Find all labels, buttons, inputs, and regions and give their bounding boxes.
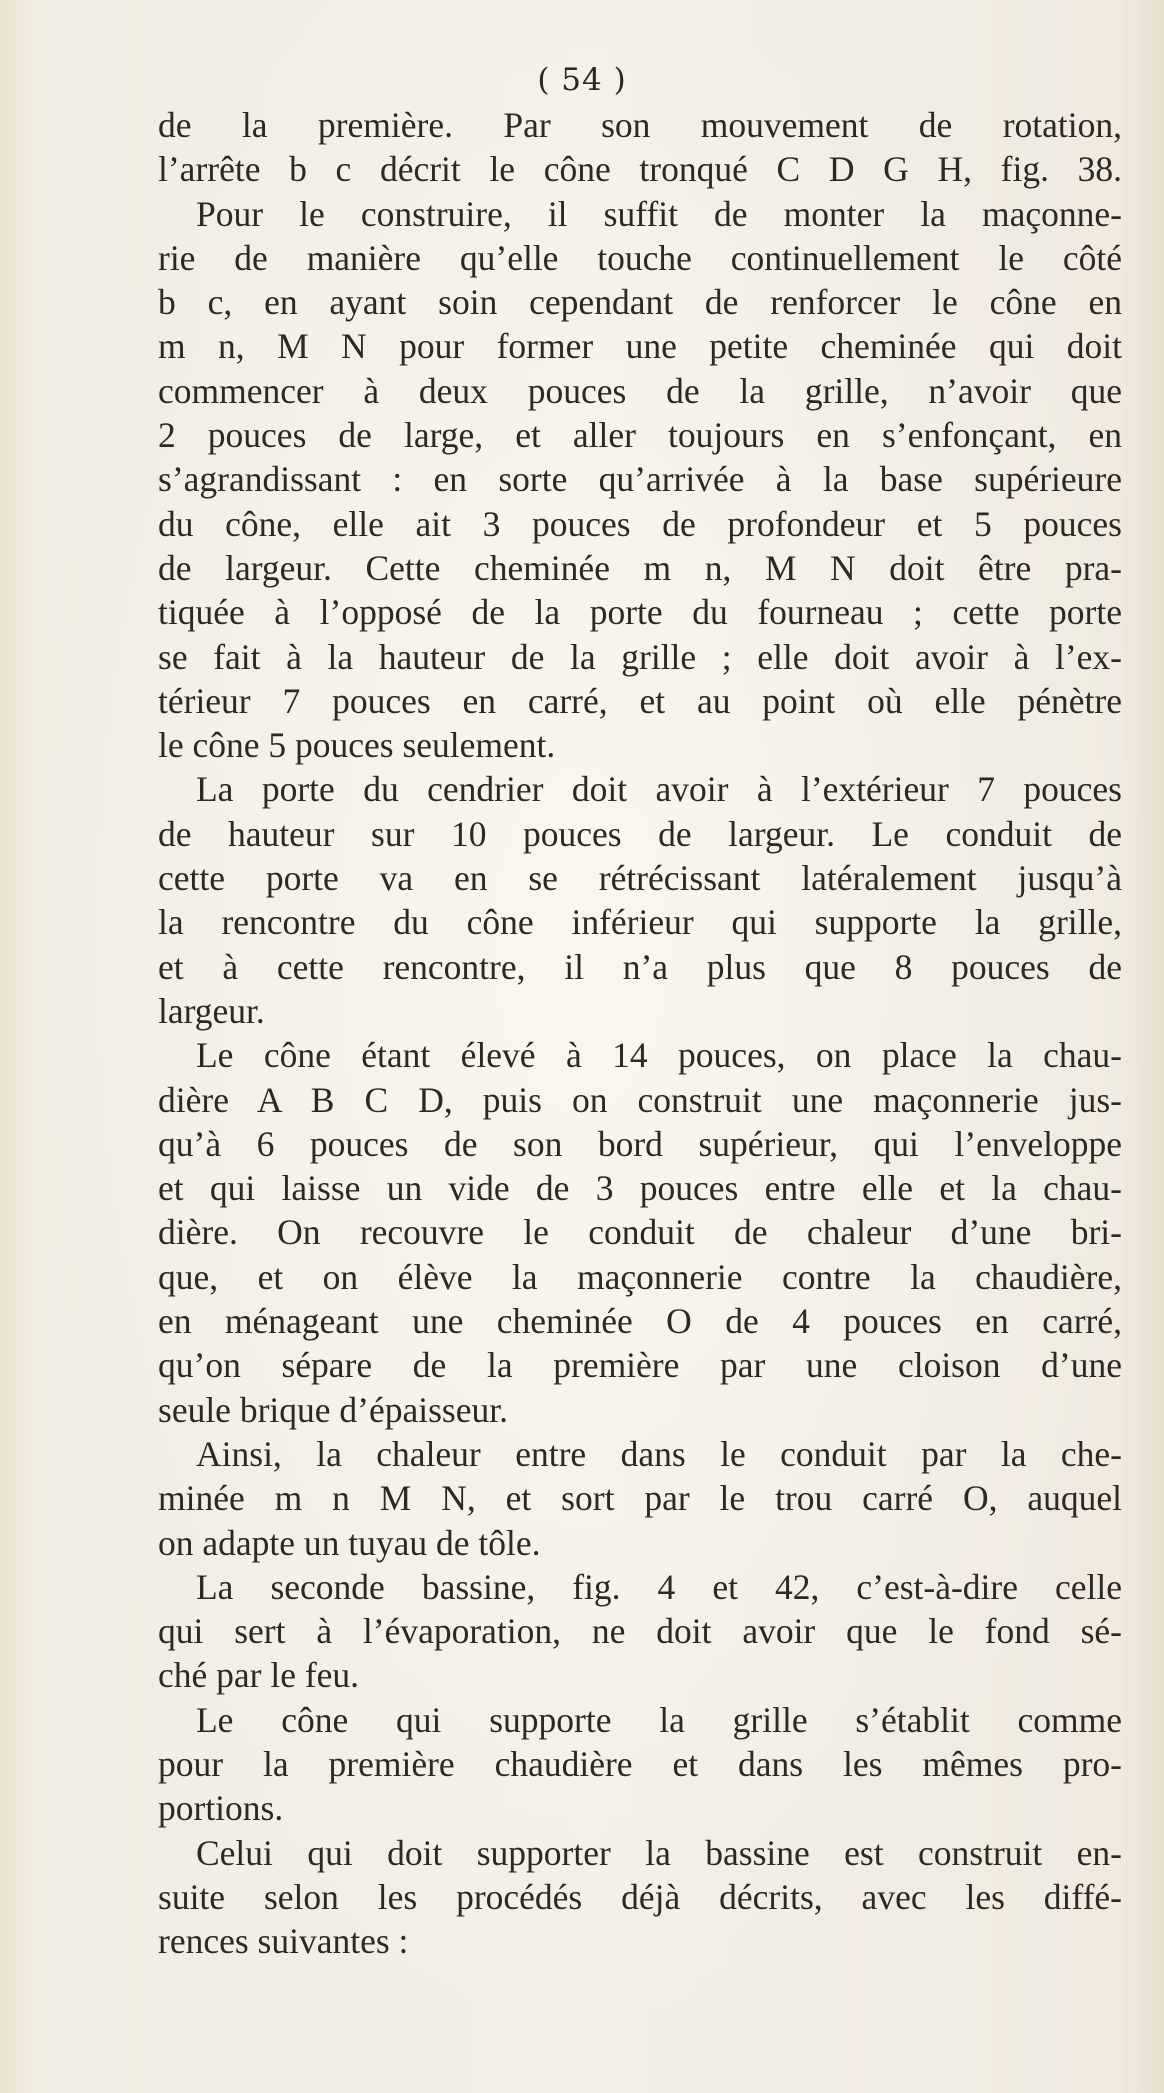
text-line: l’arrête b c décrit le cône tronqué C D G H, fig. 38. [158,149,1122,190]
text-line: La seconde bassine, fig. 4 et 42, c’est-à-dire celle [196,1566,1122,1607]
text-line: largeur. [158,990,265,1031]
text-line: qui sert à l’évaporation, ne doit avoir que le fond sé- [158,1611,1122,1652]
text-line: se fait à la hauteur de la grille ; elle doit avoir à l’ex- [158,636,1122,677]
text-line: et qui laisse un vide de 3 pouces entre elle et la chau- [158,1168,1122,1209]
text-line: 2 pouces de large, et aller toujours en s’enfonçant, en [158,415,1122,456]
text-line: dière A B C D, puis on construit une maçonnerie jus- [158,1079,1122,1120]
text-line: ché par le feu. [158,1655,360,1696]
text-line: de la première. Par son mouvement de rotation, [158,105,1122,145]
body-text [158,103,1122,1963]
text-line: dière. On recouvre le conduit de chaleur d’une bri- [158,1212,1122,1253]
text-line: et à cette rencontre, il n’a plus que 8 pouces de [158,946,1122,987]
text-line: Celui qui doit supporter la bassine est construit en- [196,1832,1122,1873]
text-line: Ainsi, la chaleur entre dans le conduit par la che- [196,1433,1122,1474]
text-line: qu’à 6 pouces de son bord supérieur, qui l’enveloppe [158,1123,1122,1164]
text-line: térieur 7 pouces en carré, et au point où elle pénètre [158,680,1122,721]
text-line: rie de manière qu’elle touche continuellement le côté [158,237,1122,278]
text-line: la rencontre du cône inférieur qui supporte la grille, [158,902,1122,943]
text-line: suite selon les procédés déjà décrits, avec les diffé- [158,1876,1122,1917]
text-line: on adapte un tuyau de tôle. [158,1522,541,1563]
text-line: commencer à deux pouces de la grille, n’avoir que [158,370,1122,411]
text-line: m n, M N pour former une petite cheminée qui doit [158,326,1122,367]
text-line: seule brique d’épaisseur. [158,1389,508,1430]
text-line: le cône 5 pouces seulement. [158,725,556,766]
text-line: qu’on sépare de la première par une cloison d’une [158,1345,1122,1386]
text-line: de hauteur sur 10 pouces de largeur. Le conduit de [158,813,1122,854]
text-line: Le cône étant élevé à 14 pouces, on place la chau- [196,1035,1122,1076]
text-line: minée m n M N, et sort par le trou carré O, auquel [158,1478,1122,1519]
text-line: cette porte va en se rétrécissant latéralement jusqu’à [158,858,1122,899]
text-line: rences suivantes : [158,1921,409,1962]
text-line: b c, en ayant soin cependant de renforcer le cône en [158,282,1122,323]
text-line: tiquée à l’opposé de la porte du fourneau ; cette porte [158,592,1122,633]
text-line: Le cône qui supporte la grille s’établit comme [196,1699,1122,1740]
text-line: de largeur. Cette cheminée m n, M N doit être pra- [158,547,1122,588]
text-line: en ménageant une cheminée O de 4 pouces en carré, [158,1301,1122,1342]
text-line: que, et on élève la maçonnerie contre la chaudière, [158,1256,1122,1297]
text-line: portions. [158,1788,284,1829]
page-number: ( 54 ) [537,62,627,98]
text-line: La porte du cendrier doit avoir à l’extérieur 7 pouces [196,769,1122,810]
text-line: s’agrandissant : en sorte qu’arrivée à la base supérieure [158,459,1122,500]
text-line: pour la première chaudière et dans les mêmes pro- [158,1743,1122,1784]
text-line: Pour le construire, il suffit de monter la maçonne- [196,193,1122,234]
text-line: du cône, elle ait 3 pouces de profondeur et 5 pouces [158,503,1122,544]
